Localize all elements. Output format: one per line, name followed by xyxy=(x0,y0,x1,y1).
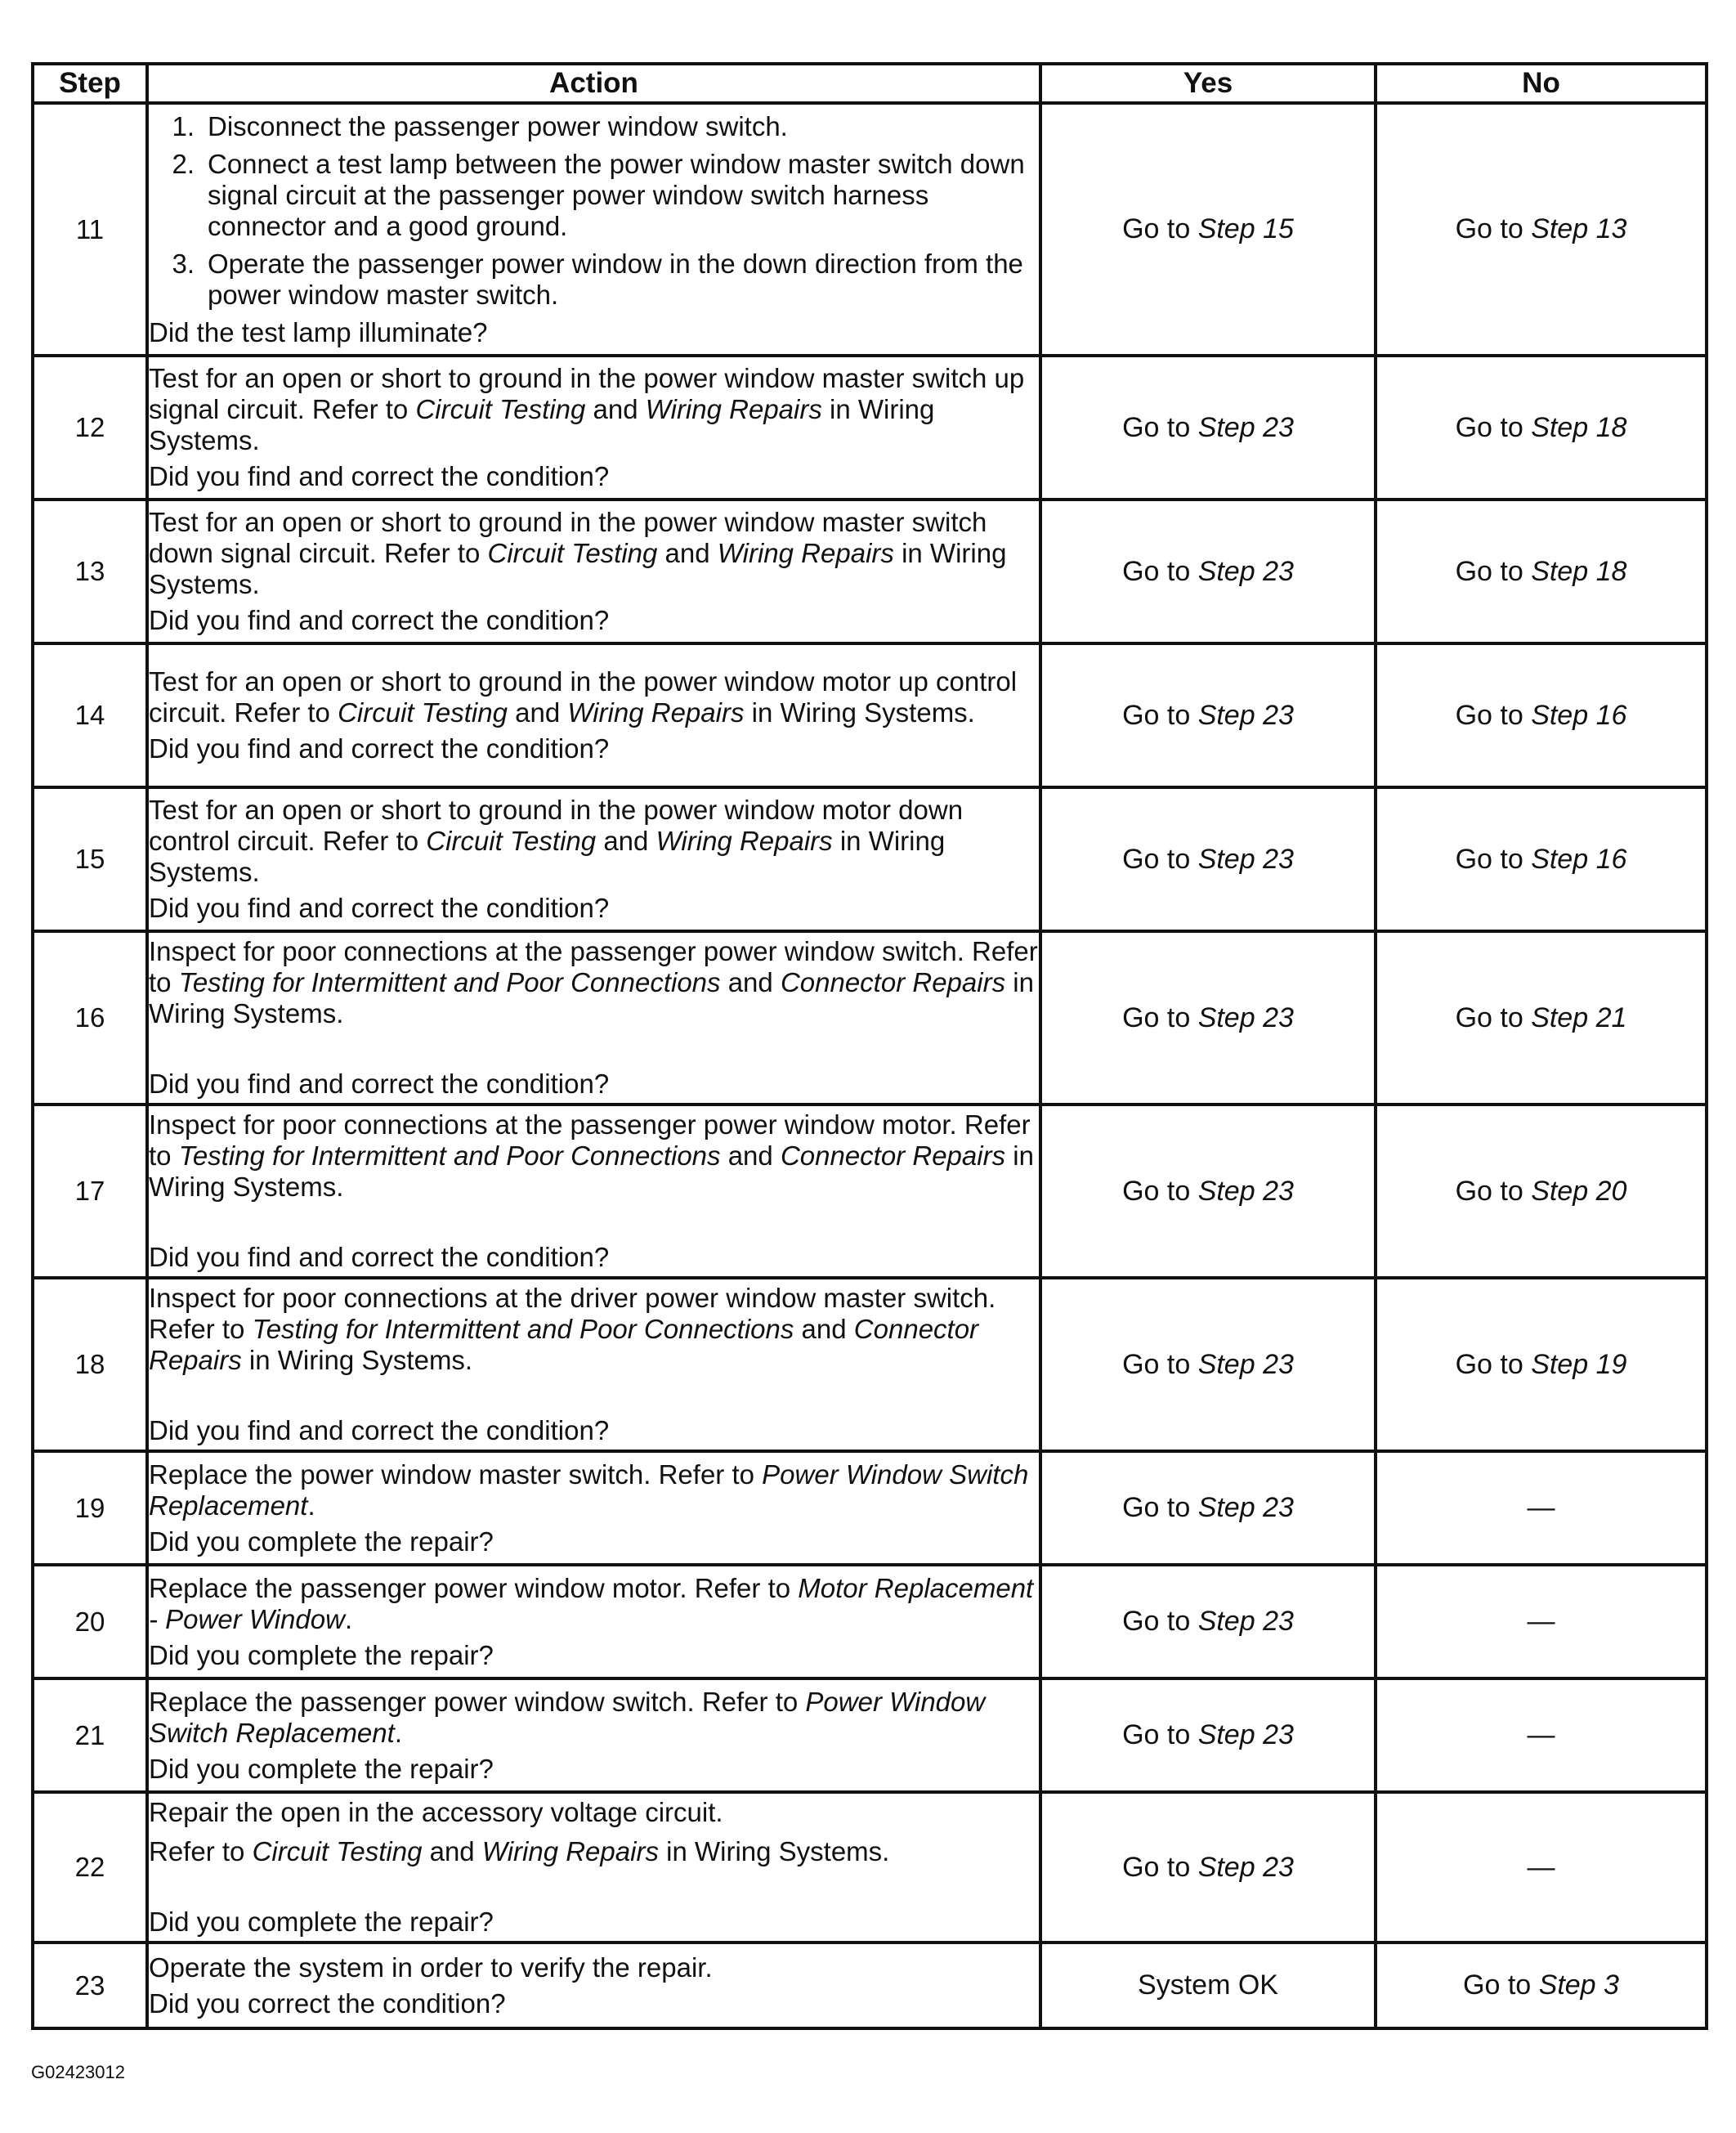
reference-link[interactable]: Circuit Testing xyxy=(487,538,658,568)
list-text: Disconnect the passenger power window switch. xyxy=(208,110,788,141)
text: Test for an open or short to ground in the power window master switch down signal circuit. Refer to xyxy=(149,507,987,568)
yes-cell xyxy=(1040,787,1376,931)
goto-text: Go to xyxy=(1455,1002,1532,1033)
reference-link[interactable]: Motor Replacement - Power Window xyxy=(149,1572,1034,1634)
step-link[interactable]: Step 18 xyxy=(1531,555,1627,587)
step-number: 15 xyxy=(33,787,147,931)
table-header-row xyxy=(33,64,1707,103)
reference-link[interactable]: Circuit Testing xyxy=(415,394,586,424)
text: in Wiring Systems. xyxy=(658,1836,890,1866)
question: Did you find and correct the condition? xyxy=(149,605,610,635)
action-text xyxy=(149,936,1039,1029)
step-link[interactable]: Step 23 xyxy=(1197,1175,1294,1207)
goto-text: Go to xyxy=(1455,1348,1532,1380)
reference-link[interactable]: Power Window Switch Replacement xyxy=(149,1686,986,1748)
step-link[interactable]: Step 3 xyxy=(1538,1969,1619,2001)
step-link[interactable]: Step 23 xyxy=(1197,1492,1294,1523)
no-cell xyxy=(1376,1278,1707,1451)
step-number: 19 xyxy=(33,1451,147,1565)
text: in Wiring Systems. xyxy=(149,826,946,887)
text: . xyxy=(344,1603,353,1634)
action-cell xyxy=(147,103,1040,356)
action-text xyxy=(149,1459,1039,1521)
step-number: 22 xyxy=(33,1792,147,1943)
action-cell xyxy=(147,1792,1040,1943)
text: in Wiring Systems. xyxy=(149,394,935,455)
no-cell: — xyxy=(1376,1451,1707,1565)
step-link[interactable]: Step 23 xyxy=(1197,843,1294,875)
text: . xyxy=(394,1717,402,1748)
reference-link[interactable]: Power Window Switch Replacement xyxy=(149,1459,1029,1521)
question: Did the test lamp illuminate? xyxy=(149,316,488,347)
text: and xyxy=(422,1836,482,1866)
goto-text: Go to xyxy=(1463,1969,1539,2001)
action-cell xyxy=(147,787,1040,931)
action-cell xyxy=(147,500,1040,643)
step-link[interactable]: Step 18 xyxy=(1531,411,1627,443)
action-text xyxy=(149,507,1039,600)
reference-link[interactable]: Wiring Repairs xyxy=(655,826,833,856)
text: . xyxy=(307,1490,315,1521)
step-link[interactable]: Step 15 xyxy=(1197,213,1294,244)
yes-cell xyxy=(1040,1451,1376,1565)
reference-link[interactable]: Wiring Repairs xyxy=(717,538,894,568)
step-number: 11 xyxy=(33,103,147,356)
table-row xyxy=(33,1678,1707,1792)
action-text xyxy=(149,1573,1039,1635)
question: Did you find and correct the condition? xyxy=(149,1415,610,1445)
step-number: 14 xyxy=(33,643,147,787)
action-cell xyxy=(147,1565,1040,1678)
reference-link[interactable]: Testing for Intermittent and Poor Connections xyxy=(252,1314,794,1344)
no-cell xyxy=(1376,1943,1707,2028)
yes-cell xyxy=(1040,931,1376,1105)
reference-link[interactable]: Testing for Intermittent and Poor Connections xyxy=(178,967,721,997)
table-row xyxy=(33,1792,1707,1943)
table-row xyxy=(33,1105,1707,1278)
goto-text: Go to xyxy=(1455,843,1532,875)
yes-cell xyxy=(1040,1278,1376,1451)
text: and xyxy=(720,967,781,997)
text: and xyxy=(720,1140,781,1171)
list-number: 1. xyxy=(172,110,195,141)
action-cell xyxy=(147,356,1040,500)
action-cell xyxy=(147,643,1040,787)
step-link[interactable]: Step 23 xyxy=(1197,1851,1294,1883)
question: Did you complete the repair? xyxy=(149,1907,494,1937)
no-cell: — xyxy=(1376,1792,1707,1943)
table-row xyxy=(33,500,1707,643)
header-no: No xyxy=(1376,64,1707,103)
text: Inspect for poor connections at the passenger power window switch. Refer to xyxy=(149,936,1038,997)
action-text xyxy=(149,1836,1039,1867)
step-number: 21 xyxy=(33,1678,147,1792)
step-link[interactable]: Step 21 xyxy=(1531,1002,1627,1033)
no-cell xyxy=(1376,356,1707,500)
question: Did you find and correct the condition? xyxy=(149,733,610,764)
step-link[interactable]: Step 23 xyxy=(1197,555,1294,587)
text: Inspect for poor connections at the driver power window master switch. Refer to xyxy=(149,1283,996,1344)
list-item xyxy=(149,149,1039,242)
table-row xyxy=(33,1451,1707,1565)
goto-text: Go to xyxy=(1122,411,1198,443)
text: in Wiring Systems. xyxy=(149,538,1007,599)
table-row xyxy=(33,356,1707,500)
text: and xyxy=(585,394,646,424)
list-number: 2. xyxy=(172,148,195,179)
step-number: 17 xyxy=(33,1105,147,1278)
yes-cell xyxy=(1040,500,1376,643)
text: Test for an open or short to ground in the power window motor down control circuit. Refer to xyxy=(149,795,964,856)
step-link[interactable]: Step 23 xyxy=(1197,699,1294,731)
goto-text: Go to xyxy=(1122,1348,1198,1380)
question: Did you complete the repair? xyxy=(149,1753,494,1784)
step-link[interactable]: Step 23 xyxy=(1197,1719,1294,1750)
goto-text: Go to xyxy=(1122,1606,1198,1637)
yes-cell xyxy=(1040,356,1376,500)
goto-text: Go to xyxy=(1122,1719,1198,1750)
reference-link[interactable]: Circuit Testing xyxy=(426,826,597,856)
reference-link[interactable]: Connector Repairs xyxy=(780,1140,1006,1171)
action-text xyxy=(149,795,1039,888)
action-text xyxy=(149,1109,1039,1203)
reference-link[interactable]: Testing for Intermittent and Poor Connections xyxy=(178,1140,721,1171)
question: Did you complete the repair? xyxy=(149,1639,494,1670)
text: in Wiring Systems. xyxy=(744,697,975,728)
reference-link[interactable]: Circuit Testing xyxy=(252,1836,423,1866)
goto-text: Go to xyxy=(1455,699,1532,731)
list-number: 3. xyxy=(172,248,195,279)
goto-text: Go to xyxy=(1455,411,1532,443)
step-number: 13 xyxy=(33,500,147,643)
action-text xyxy=(149,666,1039,728)
reference-link[interactable]: Wiring Repairs xyxy=(567,697,745,728)
reference-link[interactable]: Connector Repairs xyxy=(149,1314,979,1375)
yes-cell xyxy=(1040,1792,1376,1943)
no-cell: — xyxy=(1376,1678,1707,1792)
text: Refer to xyxy=(149,1836,253,1866)
goto-text: Go to xyxy=(1122,843,1198,875)
action-cell xyxy=(147,1678,1040,1792)
goto-text: Go to xyxy=(1122,1175,1198,1207)
text: and xyxy=(657,538,718,568)
no-cell: — xyxy=(1376,1565,1707,1678)
goto-text: Go to xyxy=(1122,213,1198,244)
step-link[interactable]: Step 13 xyxy=(1531,213,1627,244)
yes-cell xyxy=(1040,643,1376,787)
action-cell xyxy=(147,931,1040,1105)
action-cell xyxy=(147,1943,1040,2028)
action-text xyxy=(149,1687,1039,1749)
question: Did you find and correct the condition? xyxy=(149,461,610,491)
step-link[interactable]: Step 20 xyxy=(1531,1175,1627,1207)
goto-text: Go to xyxy=(1455,1175,1532,1207)
text: and xyxy=(507,697,568,728)
text: Test for an open or short to ground in the power window master switch up signal circuit. Refer to xyxy=(149,363,1025,424)
action-cell xyxy=(147,1105,1040,1278)
action-text xyxy=(149,1283,1039,1376)
no-cell xyxy=(1376,500,1707,643)
text: Inspect for poor connections at the passenger power window motor. Refer to xyxy=(149,1109,1031,1171)
question: Did you find and correct the condition? xyxy=(149,893,610,923)
action-text xyxy=(149,363,1039,456)
text: in Wiring Systems. xyxy=(241,1345,473,1375)
header-yes: Yes xyxy=(1040,64,1376,103)
yes-cell xyxy=(1040,1105,1376,1278)
result-text: System OK xyxy=(1138,1969,1278,2001)
step-link[interactable]: Step 23 xyxy=(1197,411,1294,443)
question: Did you complete the repair? xyxy=(149,1526,494,1557)
yes-cell xyxy=(1040,103,1376,356)
step-number: 12 xyxy=(33,356,147,500)
step-number: 20 xyxy=(33,1565,147,1678)
step-number: 16 xyxy=(33,931,147,1105)
goto-text: Go to xyxy=(1122,555,1198,587)
question: Did you find and correct the condition? xyxy=(149,1069,610,1099)
text: Replace the passenger power window switch. Refer to xyxy=(149,1686,806,1717)
text: Replace the power window master switch. Refer to xyxy=(149,1459,763,1490)
reference-link[interactable]: Wiring Repairs xyxy=(645,394,822,424)
list-text: Operate the passenger power window in the down direction from the power window master switch. xyxy=(208,248,1023,310)
no-cell xyxy=(1376,103,1707,356)
goto-text: Go to xyxy=(1455,555,1532,587)
text: and xyxy=(794,1314,854,1344)
text: Test for an open or short to ground in the power window motor up control circuit. Refer to xyxy=(149,666,1018,728)
text: Replace the passenger power window motor. Refer to xyxy=(149,1572,799,1603)
action-cell xyxy=(147,1451,1040,1565)
goto-text: Go to xyxy=(1122,1851,1198,1883)
action-cell xyxy=(147,1278,1040,1451)
step-link[interactable]: Step 23 xyxy=(1197,1348,1294,1380)
text: in Wiring Systems. xyxy=(149,1140,1034,1202)
table-row xyxy=(33,931,1707,1105)
diagnostic-table xyxy=(31,62,1708,2030)
step-link[interactable]: Step 23 xyxy=(1197,1002,1294,1033)
table-row xyxy=(33,643,1707,787)
list-text: Connect a test lamp between the power window master switch down signal circuit at the passenger power window switch harness connector and a good ground. xyxy=(208,148,1025,241)
step-number: 18 xyxy=(33,1278,147,1451)
table-row xyxy=(33,1278,1707,1451)
goto-text: Go to xyxy=(1122,699,1198,731)
reference-link[interactable]: Wiring Repairs xyxy=(481,1836,659,1866)
reference-link[interactable]: Circuit Testing xyxy=(338,697,508,728)
table-row xyxy=(33,1565,1707,1678)
header-action: Action xyxy=(147,64,1040,103)
reference-link[interactable]: Connector Repairs xyxy=(780,967,1006,997)
action-text: Operate the system in order to verify the repair. xyxy=(149,1952,713,1983)
no-cell xyxy=(1376,1105,1707,1278)
text: and xyxy=(596,826,656,856)
no-cell xyxy=(1376,787,1707,931)
table-row xyxy=(33,1943,1707,2028)
goto-text: Go to xyxy=(1455,213,1532,244)
goto-text: Go to xyxy=(1122,1492,1198,1523)
table-row xyxy=(33,787,1707,931)
action-text: Repair the open in the accessory voltage circuit. xyxy=(149,1797,723,1827)
question: Did you correct the condition? xyxy=(149,1987,506,2019)
yes-cell xyxy=(1040,1943,1376,2028)
step-link[interactable]: Step 16 xyxy=(1531,699,1627,731)
goto-text: Go to xyxy=(1122,1002,1198,1033)
question: Did you find and correct the condition? xyxy=(149,1242,610,1272)
list-item xyxy=(149,249,1039,311)
figure-code: G02423012 xyxy=(31,2062,125,2082)
table-row xyxy=(33,103,1707,356)
step-link[interactable]: Step 19 xyxy=(1531,1348,1627,1380)
step-link[interactable]: Step 16 xyxy=(1531,843,1627,875)
text: in Wiring Systems. xyxy=(149,967,1034,1028)
no-cell xyxy=(1376,931,1707,1105)
yes-cell xyxy=(1040,1678,1376,1792)
step-number: 23 xyxy=(33,1943,147,2028)
step-link[interactable]: Step 23 xyxy=(1197,1606,1294,1637)
yes-cell xyxy=(1040,1565,1376,1678)
header-step: Step xyxy=(33,64,147,103)
list-item xyxy=(149,111,1039,142)
no-cell xyxy=(1376,643,1707,787)
